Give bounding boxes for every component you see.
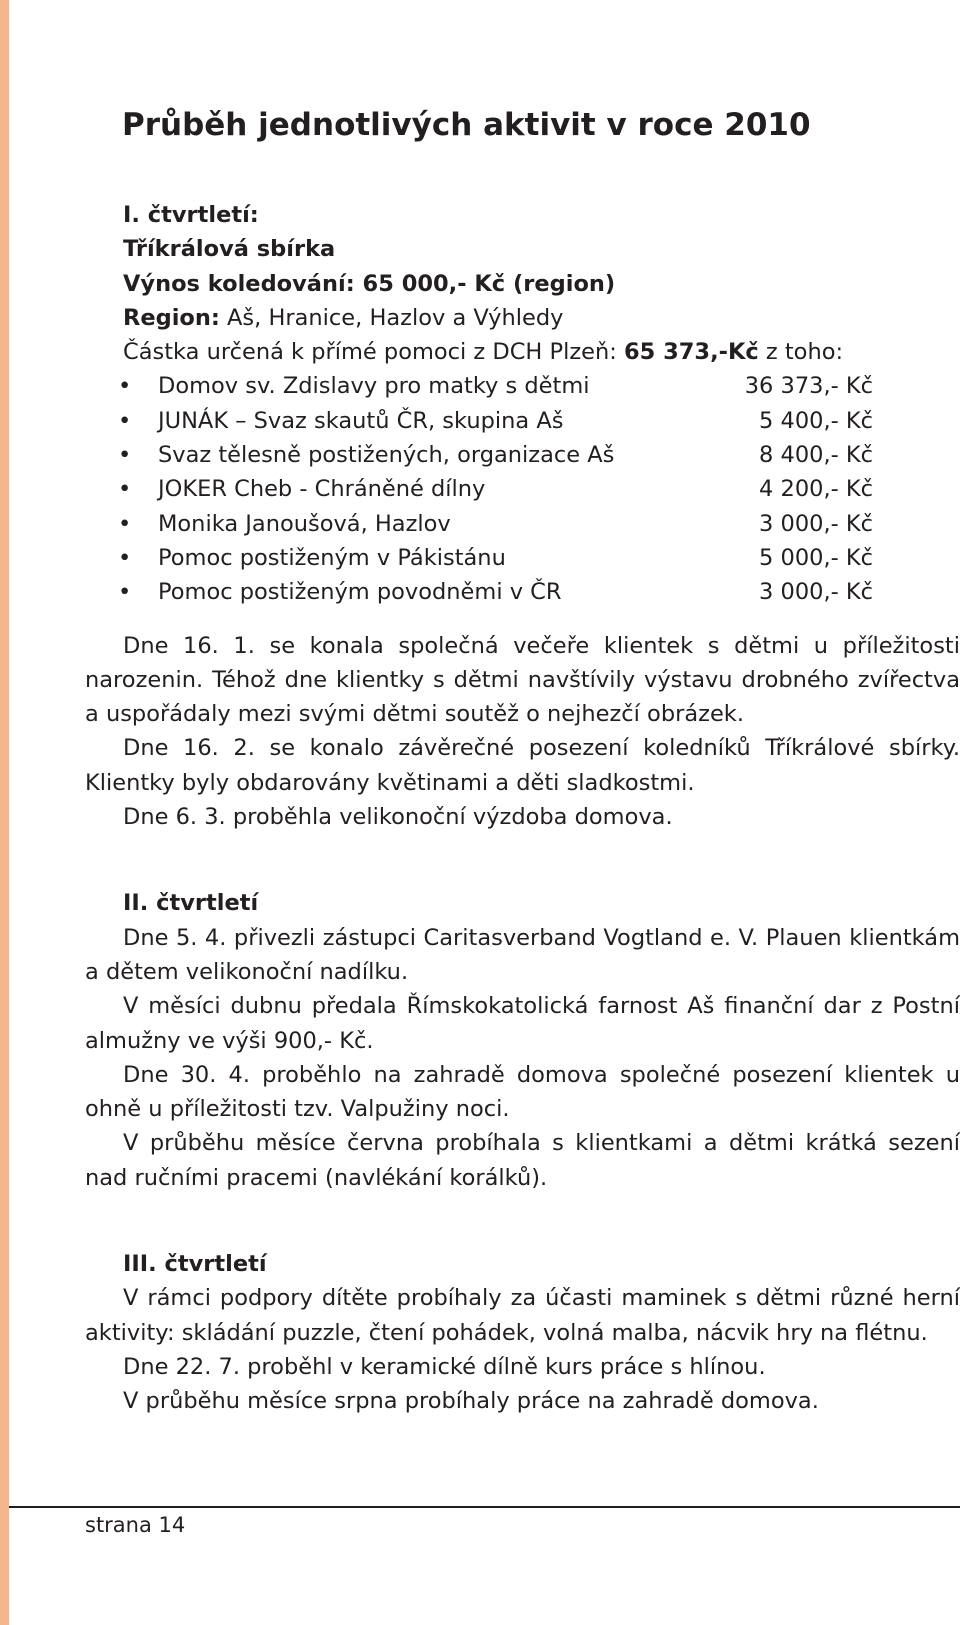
page-title: Průběh jednotlivých aktivit v roce 2010 xyxy=(122,107,811,143)
amount-value: 65 373,-Kč xyxy=(623,339,759,366)
allocation-item xyxy=(85,575,960,609)
quarter-1-section xyxy=(85,198,960,834)
bullet-icon: • xyxy=(118,407,132,434)
page-number: strana 14 xyxy=(85,1513,186,1537)
quarter-3-heading: III. čtvrtletí xyxy=(123,1251,267,1278)
region-label: Region: xyxy=(123,304,220,331)
quarter-1-heading: I. čtvrtletí: xyxy=(123,202,259,228)
allocation-amount: 3 000,- Kč xyxy=(759,579,873,606)
bullet-icon: • xyxy=(118,476,132,503)
footer-rule xyxy=(9,1506,960,1508)
paragraph: Dne 30. 4. proběhlo na zahradě domova společné posezení klientek u ohně u příležitosti tzv. Valpužiny noci. xyxy=(85,1061,960,1123)
allocation-recipient: JOKER Cheb - Chráněné dílny xyxy=(158,476,486,503)
allocation-recipient: Svaz tělesně postižených, organizace Aš xyxy=(158,442,615,469)
quarter-2-section xyxy=(85,886,960,1195)
caroling-yield: Výnos koledování: 65 000,- Kč (region) xyxy=(123,270,616,297)
allocation-amount: 36 373,- Kč xyxy=(744,373,873,400)
paragraph: Dne 5. 4. přivezli zástupci Caritasverband Vogtland e. V. Plauen klientkám a dětem velikonoční nadílku. xyxy=(85,924,960,985)
allocation-item xyxy=(85,507,960,541)
allocation-amount: 5 400,- Kč xyxy=(759,407,873,434)
allocation-amount: 3 000,- Kč xyxy=(759,510,873,537)
amount-line xyxy=(85,335,960,369)
allocation-item xyxy=(85,438,960,472)
bullet-icon: • xyxy=(118,373,132,400)
region-value: Aš, Hranice, Hazlov a Výhledy xyxy=(219,304,564,331)
quarter-3-section xyxy=(85,1247,960,1418)
paragraph: Dne 22. 7. proběhl v keramické dílně kurs práce s hlínou. xyxy=(123,1353,766,1380)
allocation-recipient: Pomoc postiženým v Pákistánu xyxy=(158,544,506,571)
amount-prefix: Částka určená k přímé pomoci z DCH Plzeň: xyxy=(123,339,624,366)
paragraph: Dne 16. 1. se konala společná večeře klientek s dětmi u příležitosti narozenin. Téhož dne klientky s dětmi navštívily výstavu drobného zvířectva a uspořádaly mezi svými dětmi soutěž o nejhezčí obrázek. xyxy=(85,632,960,728)
paragraph: V rámci podpory dítěte probíhaly za účasti maminek s dětmi různé herní aktivity: skládání puzzle, čtení pohádek, volná malba, nácvik hry na flétnu. xyxy=(85,1285,960,1346)
bullet-icon: • xyxy=(118,442,132,469)
allocation-item xyxy=(85,404,960,438)
paragraph: V měsíci dubnu předala Římskokatolická farnost Aš finanční dar z Postní almužny ve výši 900,- Kč. xyxy=(85,993,960,1054)
allocation-recipient: Monika Janoušová, Hazlov xyxy=(158,510,451,537)
report-body xyxy=(85,198,960,1419)
paragraph: V průběhu měsíce června probíhala s klientkami a dětmi krátká sezení nad ručními pracemi (navlékání korálků). xyxy=(85,1130,960,1191)
spacer xyxy=(85,834,960,886)
allocation-recipient: JUNÁK – Svaz skautů ČR, skupina Aš xyxy=(158,407,564,434)
allocation-item xyxy=(85,369,960,403)
allocation-amount: 8 400,- Kč xyxy=(759,442,873,469)
allocation-item xyxy=(85,541,960,575)
bullet-icon: • xyxy=(118,579,132,606)
accent-stripe xyxy=(0,0,9,1625)
allocation-amount: 4 200,- Kč xyxy=(759,476,873,503)
paragraph: Dne 16. 2. se konalo závěrečné posezení koledníků Tříkrálové sbírky. Klientky byly obdarovány květinami a děti sladkostmi. xyxy=(85,735,960,796)
allocation-recipient: Domov sv. Zdislavy pro matky s dětmi xyxy=(158,373,590,400)
collection-name: Tříkrálová sbírka xyxy=(123,236,336,263)
allocation-recipient: Pomoc postiženým povodněmi v ČR xyxy=(158,579,562,606)
spacer xyxy=(85,610,960,629)
paragraph: Dne 6. 3. proběhla velikonoční výzdoba domova. xyxy=(123,804,673,831)
allocation-list xyxy=(85,369,960,609)
amount-suffix: z toho: xyxy=(758,339,844,366)
allocation-item xyxy=(85,472,960,506)
quarter-2-heading: II. čtvrtletí xyxy=(123,890,259,917)
bullet-icon: • xyxy=(118,544,132,571)
bullet-icon: • xyxy=(118,510,132,537)
spacer xyxy=(85,1195,960,1247)
allocation-amount: 5 000,- Kč xyxy=(759,544,873,571)
paragraph: V průběhu měsíce srpna probíhaly práce na zahradě domova. xyxy=(123,1388,819,1415)
region-line xyxy=(85,301,960,335)
